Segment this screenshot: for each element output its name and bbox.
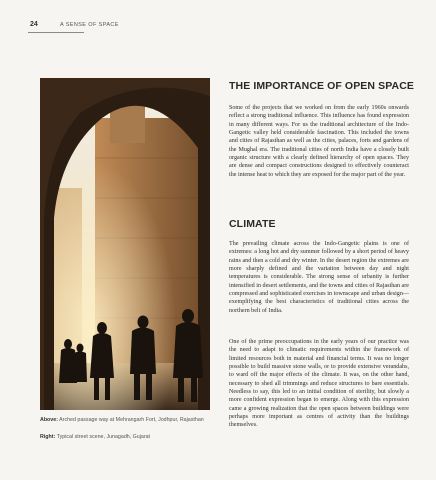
open-space-paragraph: Some of the projects that we worked on from the early 1960s onwards reflect a strong traditional influence. This influence has found expression in many different ways. For us the traditional architecture of the Indo-Gangetic valley held considerable fascination. This included the towns and cities of Rajasthan as well as the cities, palaces, forts and gardens of the Mughal era. The traditional cities of north India have a closely built organic structure with a clearly defined hierarchy of open spaces. They are dense and compact constructions designed to effectively counteract the intense heat to which they are exposed for the major part of the year. xyxy=(229,105,409,178)
header-rule xyxy=(28,32,84,33)
section-title-open-space: THE IMPORTANCE OF OPEN SPACE xyxy=(229,80,415,92)
fort-archway-photo xyxy=(40,78,210,410)
caption-above-label: Above: xyxy=(40,417,58,423)
running-head: A SENSE OF SPACE xyxy=(60,22,119,28)
section-title-climate: CLIMATE xyxy=(229,218,276,230)
climate-paragraph-2: One of the prime preoccupations in the early years of our practice was the need to adapt to climatic requirements within the framework of limited resources both in material and financial terms. It was no longer possible to build massive stone walls, or to provide extensive verandahs, to ward off the major effects of the climate. It was, on the other hand, necessary to shed all trimmings and reduce structures to bare essentials. Needless to say, this led to an initial condition of sterility, but slowly a more confident expression began to emerge. Along with this expression came a growing realization that the open spaces between buildings were perhaps more important as centres of activity than the buildings themselves. xyxy=(229,339,409,429)
caption-right-text: Typical street scene, Junagadh, Gujarat xyxy=(56,434,151,440)
caption-right xyxy=(40,434,215,441)
caption-right-label: Right: xyxy=(40,434,56,440)
caption-above xyxy=(40,417,215,424)
climate-paragraph-1: The prevailing climate across the Indo-Gangetic plains is one of extremes: a long hot and dry summer followed by a short period of heavy rains and then a cold and dry winter. In the desert region the extremes are more sharply defined and the variation between day and night temperatures is considerable. The strong sense of urbanity is further intensified in desert settlements, and the towns and cities of Rajasthan are compressed and sophisticated exercises in townscape and urban design—exemplifying the best characteristics of traditional cities across the northern belt of India. xyxy=(229,241,409,314)
caption-above-text: Arched passage way at Mehrangarh Fort, Jodhpur, Rajasthan xyxy=(59,417,204,423)
page-number: 24 xyxy=(30,21,38,28)
